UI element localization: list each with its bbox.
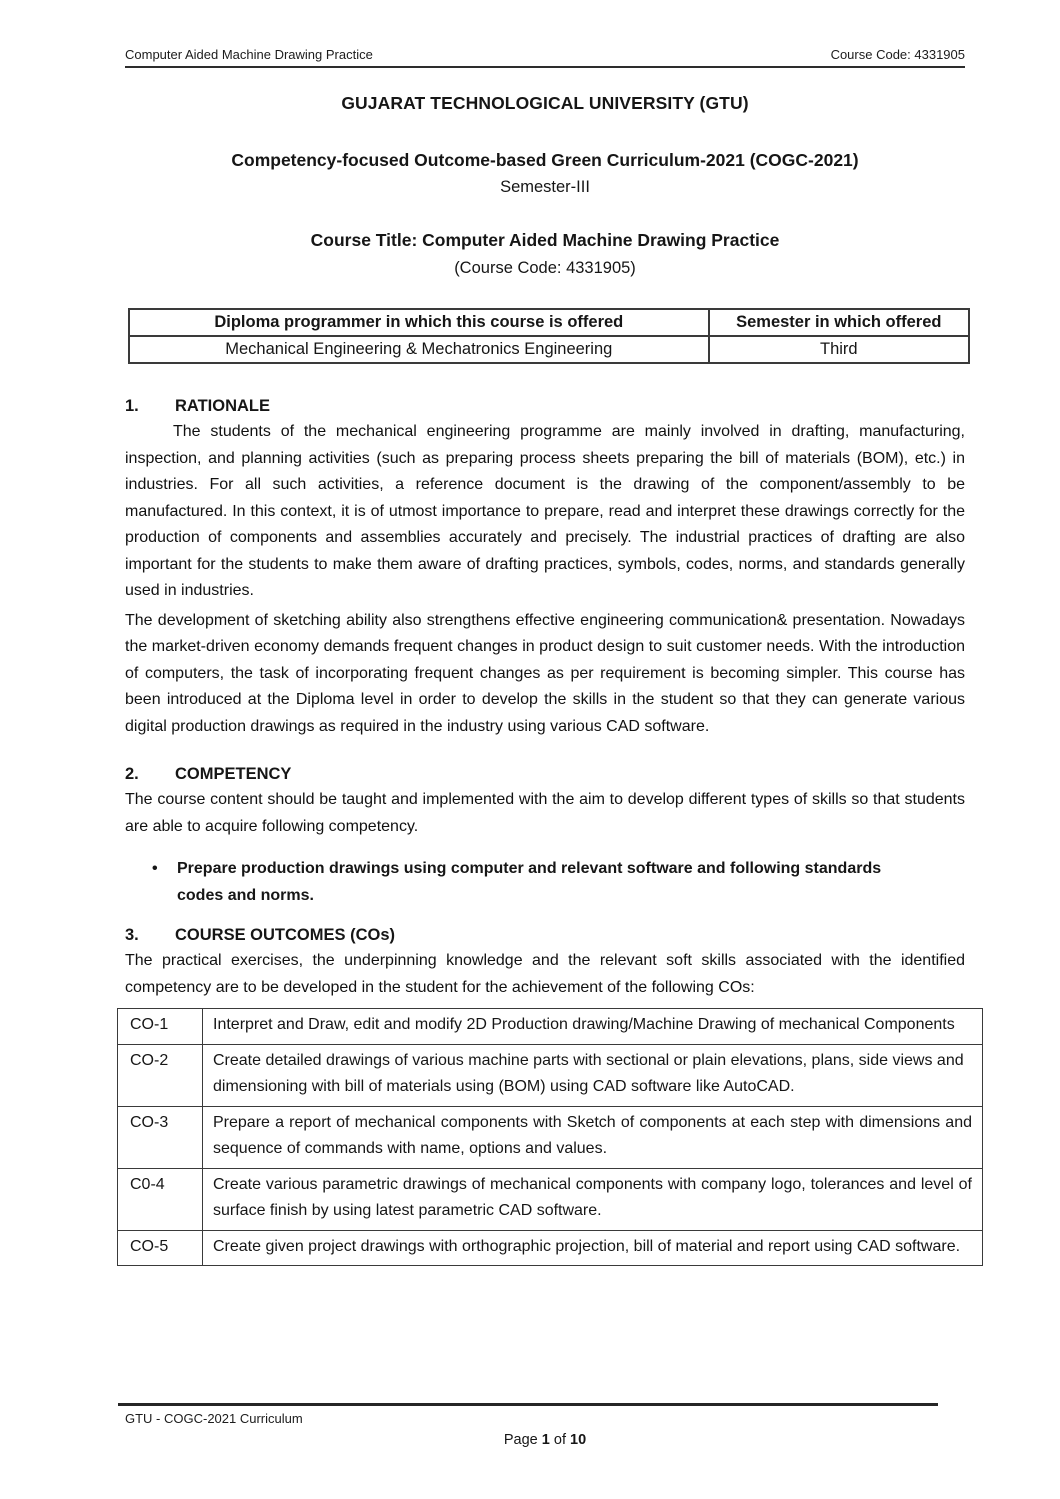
course-code: (Course Code: 4331905) xyxy=(454,259,636,277)
section-heading-competency xyxy=(125,765,965,784)
offering-table-header-programme: Diploma programmer in which this course is offered xyxy=(129,309,709,336)
co-table-row xyxy=(118,1009,983,1045)
curriculum-title: Competency-focused Outcome-based Green Curriculum-2021 (COGC-2021) xyxy=(231,150,859,170)
course-title: Course Title: Computer Aided Machine Drawing Practice xyxy=(310,230,780,250)
section-number: 3. xyxy=(125,926,139,944)
section-number: 1. xyxy=(125,397,139,415)
footer-page-indicator xyxy=(125,1432,965,1448)
co-code: CO-5 xyxy=(118,1230,203,1266)
footer-page-number: 1 xyxy=(541,1432,550,1448)
competency-bullet-text: Prepare production drawings using computer and relevant software and following standards codes and norms. xyxy=(177,860,882,904)
competency-bullet-item xyxy=(125,855,925,909)
co-code: C0-4 xyxy=(118,1168,203,1230)
co-table-row xyxy=(118,1044,983,1106)
co-table-row xyxy=(118,1230,983,1266)
section-title: COMPETENCY xyxy=(175,765,292,783)
header-course-code: Course Code: 4331905 xyxy=(830,47,965,62)
co-table-row xyxy=(118,1168,983,1230)
footer-total-pages: 10 xyxy=(570,1432,587,1448)
footer-curriculum-label: GTU - COGC-2021 Curriculum xyxy=(125,1411,303,1426)
offering-table-row xyxy=(129,336,969,363)
offering-table xyxy=(128,308,970,364)
offering-table-header-semester: Semester in which offered xyxy=(709,309,969,336)
competency-paragraph: The course content should be taught and implemented with the aim to develop different types of skills so that students are able to acquire following competency. xyxy=(125,791,965,835)
header-course-name: Computer Aided Machine Drawing Practice xyxy=(125,47,373,62)
running-header xyxy=(125,0,965,68)
co-description: Prepare a report of mechanical components with Sketch of components at each step with dimensions and sequence of commands with name, options and values. xyxy=(203,1106,983,1168)
co-description: Create detailed drawings of various machine parts with sectional or plain elevations, plans, side views and dimensioning with bill of materials using (BOM) using CAD software like AutoCAD. xyxy=(203,1044,983,1106)
section-number: 2. xyxy=(125,765,139,783)
footer-of-word: of xyxy=(553,1432,566,1448)
co-description: Interpret and Draw, edit and modify 2D Production drawing/Machine Drawing of mechanical Components xyxy=(203,1009,983,1045)
section-heading-outcomes xyxy=(125,926,965,945)
section-title: COURSE OUTCOMES (COs) xyxy=(175,926,396,944)
co-code: CO-2 xyxy=(118,1044,203,1106)
footer-page-word: Page xyxy=(503,1432,538,1448)
outcomes-paragraph: The practical exercises, the underpinning knowledge and the relevant soft skills associated with the identified competency are to be developed in the student for the achievement of the following COs: xyxy=(125,952,965,996)
co-code: CO-3 xyxy=(118,1106,203,1168)
bullet-icon: • xyxy=(152,860,158,877)
section-heading-rationale xyxy=(125,397,965,416)
course-outcomes-table xyxy=(117,1008,983,1266)
university-title: GUJARAT TECHNOLOGICAL UNIVERSITY (GTU) xyxy=(341,93,749,113)
offering-table-header-row xyxy=(129,309,969,336)
document-page xyxy=(125,0,972,1266)
rationale-paragraph-2: The development of sketching ability also strengthens effective engineering communication& presentation. Nowadays the market-driven economy demands frequent changes in product design to suit customer needs. With the introduction of computers, the task of incorporating frequent changes as per requirement is becoming simpler. This course has been introduced at the Diploma level in order to develop the skills in the student so that they can generate various digital production drawings as required in the industry using various CAD software. xyxy=(125,611,965,735)
rationale-paragraph-1: The students of the mechanical engineering programme are mainly involved in drafting, manufacturing, inspection, and planning activities (such as preparing process sheets preparing the bill of materials (BOM), etc.) in industries. For all such activities, a reference document is the drawing of the component/assembly to be manufactured. In this context, it is of utmost importance to prepare, read and interpret these drawings correctly for the production of components and assemblies accurately and precisely. The industrial practices of drafting are also important for the students to make them aware of drafting practices, symbols, codes, norms, and standards generally used in industries. xyxy=(125,423,965,599)
footer-divider xyxy=(118,1403,938,1406)
co-table-row xyxy=(118,1106,983,1168)
offering-table-cell-semester: Third xyxy=(709,336,969,363)
offering-table-cell-programme: Mechanical Engineering & Mechatronics Engineering xyxy=(129,336,709,363)
co-code: CO-1 xyxy=(118,1009,203,1045)
semester-label: Semester-III xyxy=(500,178,590,196)
section-title: RATIONALE xyxy=(175,397,271,415)
co-description: Create given project drawings with orthographic projection, bill of material and report using CAD software. xyxy=(203,1230,983,1266)
co-description: Create various parametric drawings of mechanical components with company logo, tolerances and level of surface finish by using latest parametric CAD software. xyxy=(203,1168,983,1230)
